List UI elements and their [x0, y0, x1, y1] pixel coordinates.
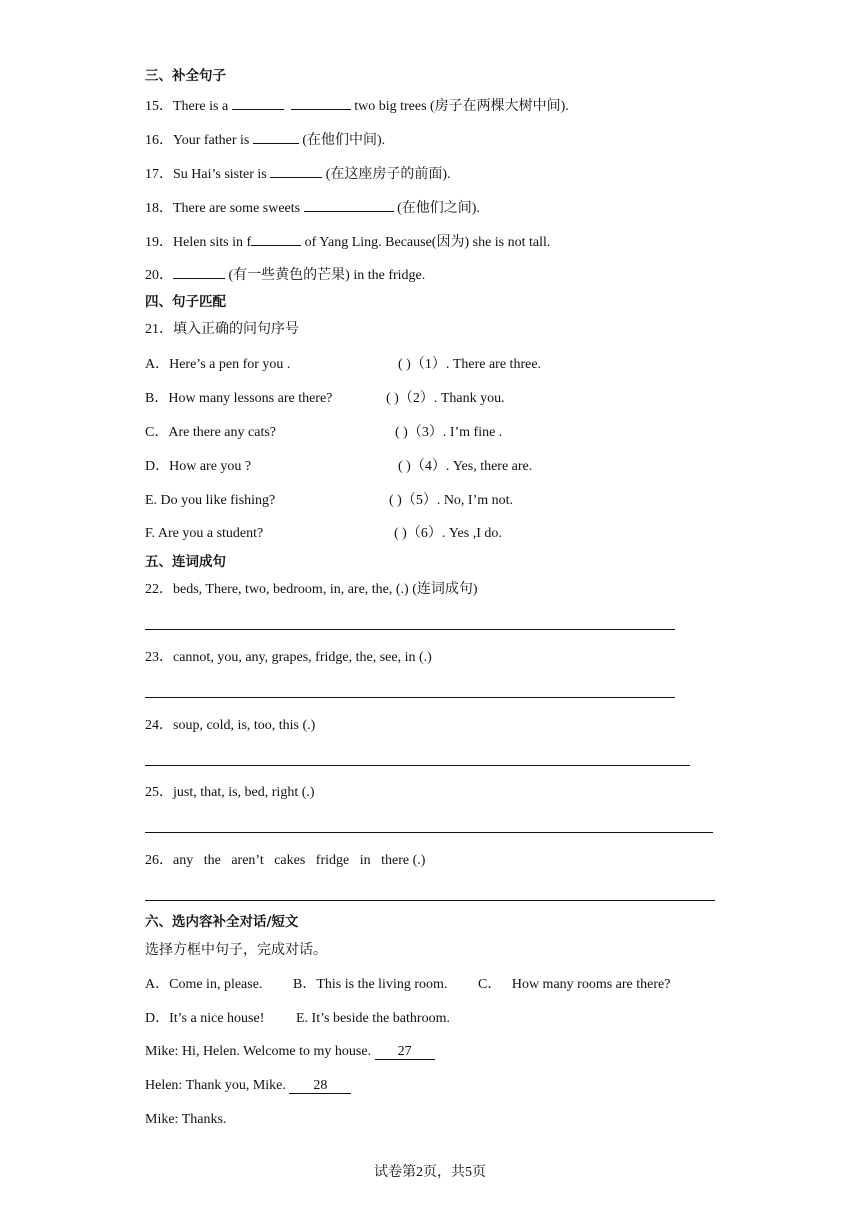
question-number: 19． — [145, 235, 173, 250]
match-right-5[interactable]: ( )（5）. No, I’m not. — [389, 493, 514, 508]
answer-line[interactable] — [145, 765, 690, 766]
match-right-2[interactable]: ( )（2）. Thank you. — [386, 391, 505, 406]
question-text: (在他们之间). — [393, 201, 480, 216]
question-text: (有一些黄色的芒果) in the fridge. — [225, 268, 426, 283]
match-right-4[interactable]: ( )（4）. Yes, there are. — [398, 459, 533, 474]
blank-27[interactable]: 27 — [375, 1045, 435, 1060]
question-number: 16． — [145, 133, 173, 148]
question-23: 23．cannot, you, any, grapes, fridge, the, see, in (.) — [145, 650, 432, 665]
match-left-c: C．Are there any cats? — [145, 425, 276, 440]
section-heading-6: 六、选内容补全对话/短文 — [145, 914, 299, 930]
page-footer: 试卷第2页，共5页 — [374, 1165, 486, 1180]
question-text: There are some sweets — [173, 201, 304, 216]
question-18 — [145, 198, 480, 218]
question-21: 21．填入正确的问句序号 — [145, 322, 299, 337]
dialogue-text: Helen: Thank you, Mike. — [145, 1078, 290, 1093]
section-heading-5: 五、连词成句 — [145, 554, 226, 570]
option-c: C． How many rooms are there? — [478, 977, 671, 992]
option-a: A．Come in, please. — [145, 977, 263, 992]
instruction: 选择方框中句子，完成对话。 — [145, 943, 327, 958]
answer-blank[interactable] — [232, 96, 284, 110]
question-16 — [145, 130, 385, 150]
answer-blank[interactable] — [251, 232, 301, 246]
question-text: There is a — [173, 99, 232, 114]
question-number: 20． — [145, 268, 173, 283]
answer-line[interactable] — [145, 629, 675, 630]
question-17 — [145, 164, 451, 184]
question-25: 25．just, that, is, bed, right (.) — [145, 785, 315, 800]
answer-blank[interactable] — [304, 198, 394, 212]
answer-blank[interactable] — [291, 96, 351, 110]
question-26: 26．any the aren’t cakes fridge in there (.) — [145, 853, 426, 868]
answer-line[interactable] — [145, 832, 713, 833]
question-text: (在他们中间). — [298, 133, 386, 148]
match-left-d: D．How are you ? — [145, 459, 252, 474]
question-number: 15． — [145, 99, 173, 114]
question-19 — [145, 232, 550, 252]
section-heading-4: 四、句子匹配 — [145, 294, 226, 310]
question-15 — [145, 96, 569, 116]
question-text: Su Hai’s sister is — [173, 167, 271, 182]
question-text: Helen sits in f — [173, 235, 252, 250]
answer-line[interactable] — [145, 900, 715, 901]
question-24: 24．soup, cold, is, too, this (.) — [145, 718, 316, 733]
match-right-3[interactable]: ( )（3）. I’m fine . — [395, 425, 503, 440]
option-b: B．This is the living room. — [293, 977, 448, 992]
option-d: D．It’s a nice house! — [145, 1011, 265, 1026]
answer-blank[interactable] — [173, 265, 225, 279]
question-number: 18． — [145, 201, 173, 216]
section-heading-3: 三、补全句子 — [145, 68, 226, 84]
match-left-b: B．How many lessons are there? — [145, 391, 333, 406]
question-number: 17． — [145, 167, 173, 182]
question-text: (在这座房子的前面). — [322, 167, 451, 182]
dialogue-line-3: Mike: Thanks. — [145, 1112, 227, 1127]
match-right-6[interactable]: ( )（6）. Yes ,I do. — [394, 526, 502, 541]
question-text: Your father is — [173, 133, 253, 148]
option-e: E. It’s beside the bathroom. — [296, 1011, 450, 1026]
question-22: 22．beds, There, two, bedroom, in, are, the, (.) (连词成句) — [145, 582, 478, 597]
match-left-f: F. Are you a student? — [145, 526, 264, 541]
question-20 — [145, 265, 425, 285]
dialogue-line-2 — [145, 1077, 351, 1095]
question-text: of Yang Ling. Because(因为) she is not tall. — [301, 235, 551, 250]
dialogue-line-1 — [145, 1043, 435, 1061]
dialogue-text: Mike: Hi, Helen. Welcome to my house. — [145, 1044, 375, 1059]
question-text: two big trees (房子在两棵大树中间). — [350, 99, 569, 114]
answer-blank[interactable] — [270, 164, 322, 178]
match-right-1[interactable]: ( )（1）. There are three. — [398, 357, 542, 372]
match-left-e: E. Do you like fishing? — [145, 493, 276, 508]
answer-line[interactable] — [145, 697, 675, 698]
answer-blank[interactable] — [253, 130, 299, 144]
blank-28[interactable]: 28 — [289, 1079, 351, 1094]
match-left-a: A．Here’s a pen for you . — [145, 357, 291, 372]
